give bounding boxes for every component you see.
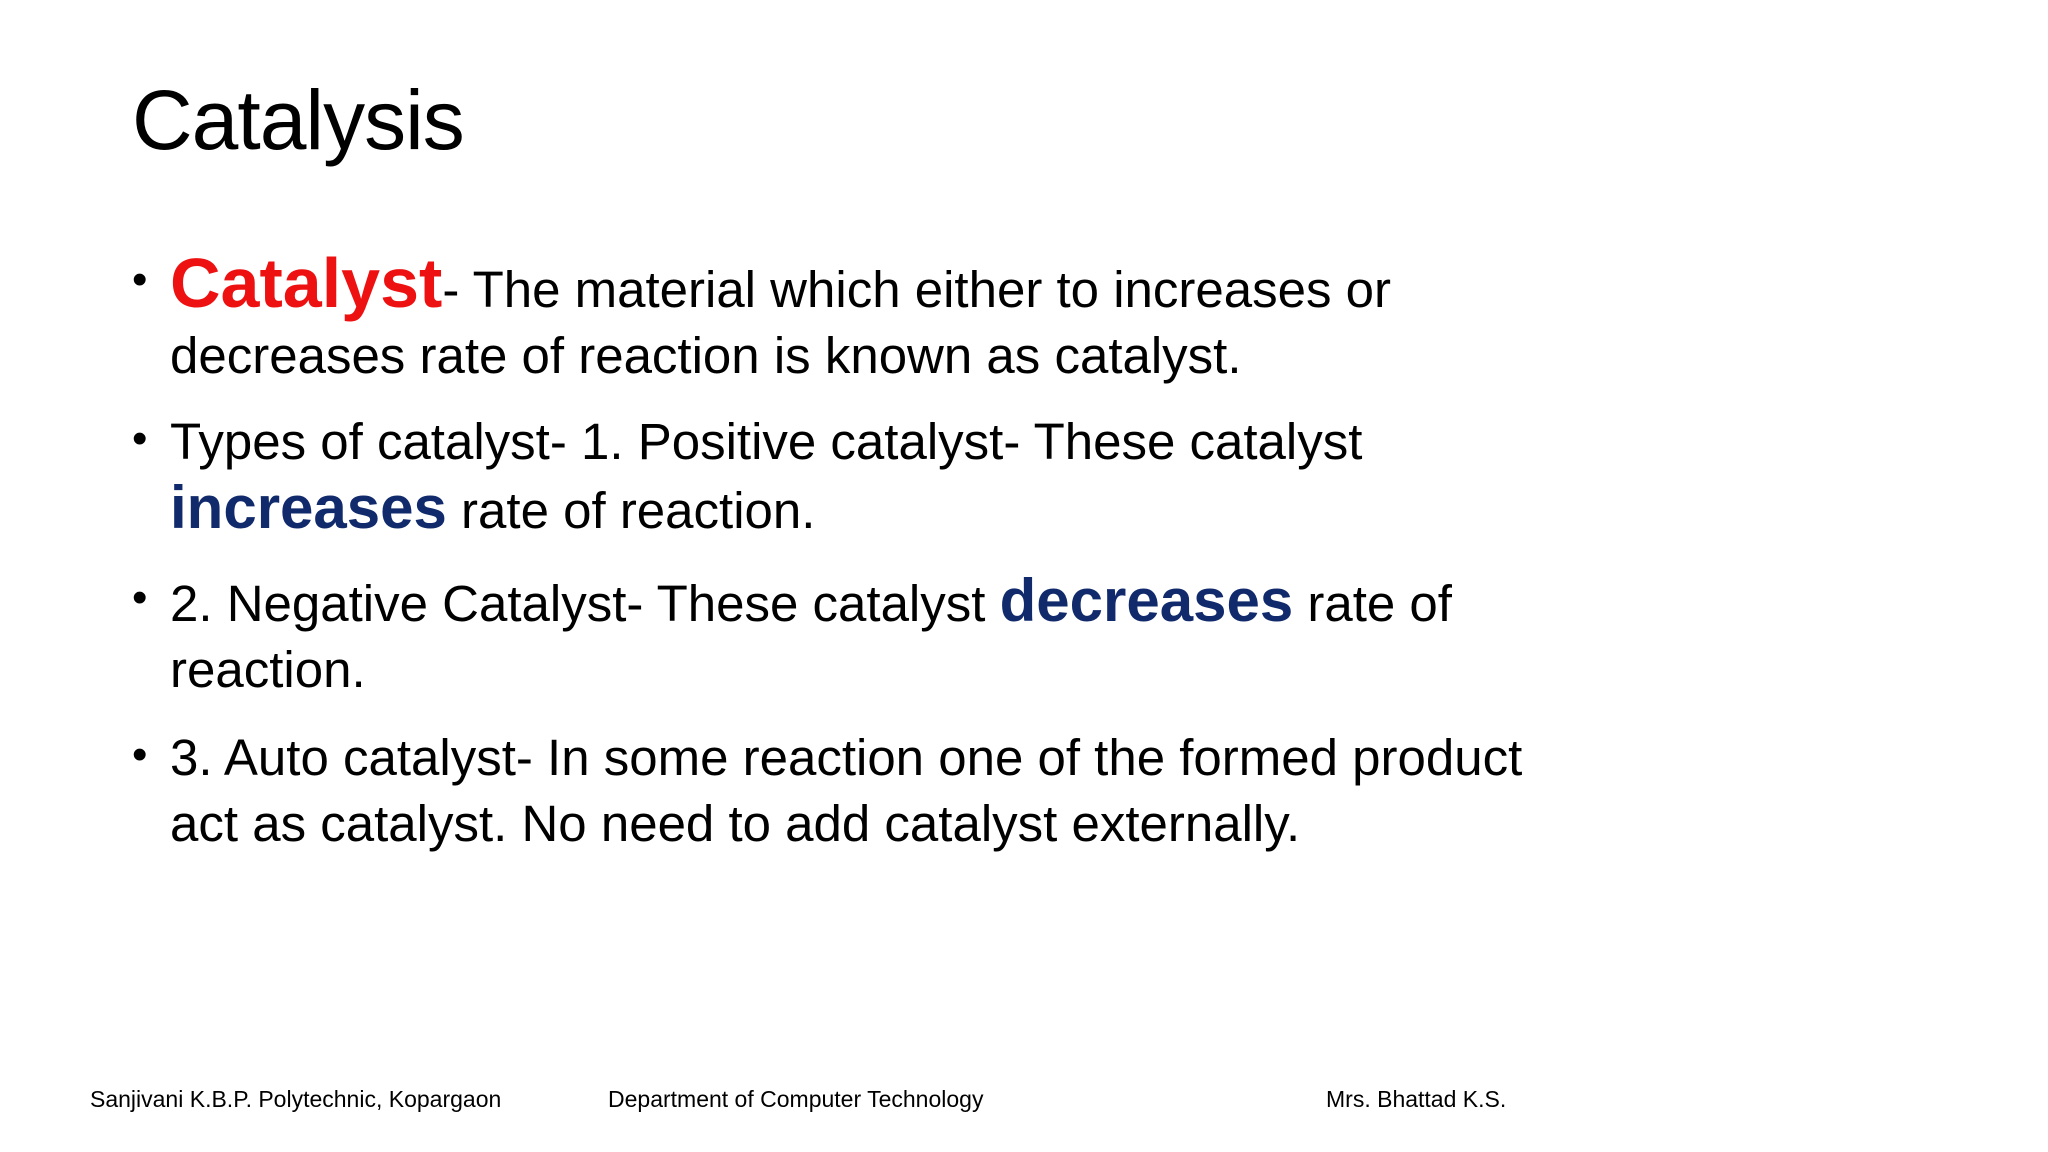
positive-catalyst-text: Types of catalyst- 1. Positive catalyst- These catalyst: [170, 413, 1363, 470]
footer-department: Department of Computer Technology: [608, 1086, 984, 1112]
bullet-dot: •: [132, 414, 148, 463]
footer-institution: Sanjivani K.B.P. Polytechnic, Kopargaon: [90, 1086, 502, 1112]
catalyst-definition-text: - The material which either to increases or decreases rate of reaction is known as catalyst.: [170, 261, 1391, 384]
decreases-emphasis: decreases: [999, 567, 1294, 634]
slide-title: Catalysis: [132, 73, 464, 167]
bullet-item-negative-catalyst: [132, 568, 1552, 703]
bullet-dot: •: [132, 573, 148, 622]
negative-catalyst-text: 2. Negative Catalyst- These catalyst: [170, 575, 1000, 632]
bullet-dot: •: [132, 255, 148, 304]
negative-catalyst-text-end: rate of reaction.: [170, 575, 1452, 698]
bullet-list: [132, 244, 1552, 857]
bullet-item-auto-catalyst: [132, 725, 1552, 857]
catalyst-term: Catalyst: [170, 244, 443, 322]
footer-author: Mrs. Bhattad K.S.: [1326, 1086, 1507, 1112]
bullet-item-positive-catalyst: [132, 409, 1552, 544]
auto-catalyst-text: 3. Auto catalyst- In some reaction one of the formed product act as catalyst. No need to add catalyst externally.: [170, 729, 1523, 852]
increases-emphasis: increases: [170, 474, 447, 541]
positive-catalyst-text-end: rate of reaction.: [446, 482, 816, 539]
bullet-dot: •: [132, 730, 148, 779]
bullet-item-catalyst-definition: [132, 244, 1552, 389]
